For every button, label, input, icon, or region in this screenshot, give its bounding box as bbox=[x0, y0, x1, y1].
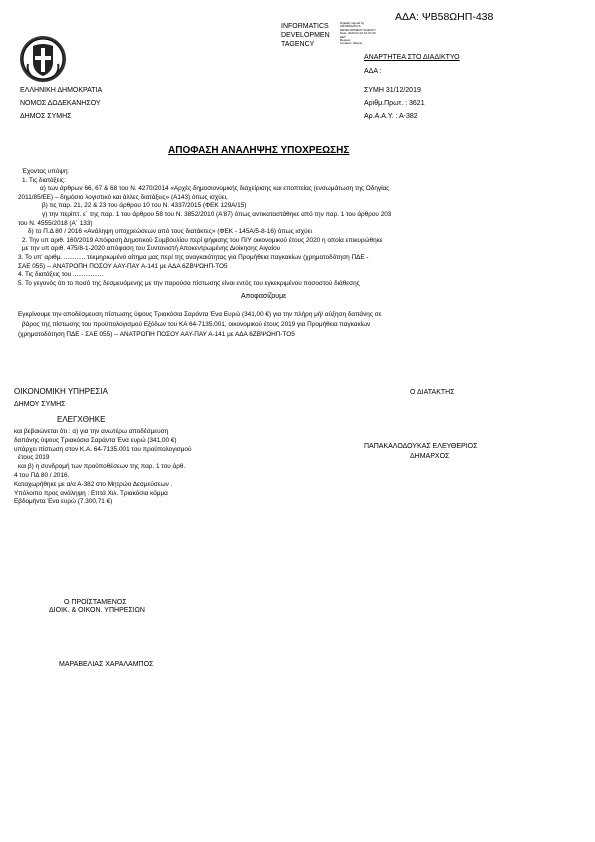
finance-certification: και βεβαιώνεται ότι : α) για την ανωτέρω αποδέσμευση δαπάνης ύψους Τριακόσια Σαράντα Ένα ευρώ (341,00 €) υπάρχει πίστωση στον Κ.Α. 64-7135.001 του προϋπολογισμού έτους 2019 και β) η συνδρομή των προϋποθέσεων της παρ. 1 του άρθ. 4 του ΠΔ 80 / 2016. Καταχωρήθηκε με α/α Α-382 στο Μητρώο Δεσμεύσεων . Υπόλοιπο προς ανάληψη : Επτά Χιλ. Τριακόσια κόμμα Εβδομήντα Ένα ευρώ (7.300,71 €) bbox=[14, 428, 192, 506]
document-meta: ΣΥΜΗ 31/12/2019 Αριθμ.Πρωτ. : 3621 Αρ.Α.Α.Υ. : Α-382 bbox=[364, 87, 425, 120]
issuer-signatory-label: Ο ΔΙΑΤΑΚΤΗΣ bbox=[410, 389, 455, 396]
head-signatory-name: ΜΑΡΑΒΕΛΙΑΣ ΧΑΡΑΛΑΜΠΟΣ bbox=[59, 661, 154, 668]
head-signatory-dept: ΔΙΟΙΚ. & ΟΙΚΟΝ. ΥΠΗΡΕΣΙΩΝ bbox=[49, 607, 145, 614]
signature-fineprint: Digitally signed by INFORMATICS DEVELOPMENT AGENCY Date: 2020.01.02 12:27:29 EET Reason: Location: Athens bbox=[340, 21, 376, 46]
finance-municipality: ΔΗΜΟΥ ΣΥΜΗΣ bbox=[14, 401, 66, 408]
head-signatory-label: Ο ΠΡΟΪΣΤΑΜΕΝΟΣ bbox=[64, 599, 127, 606]
issuer-block: ΕΛΛΗΝΙΚΗ ΔΗΜΟΚΡΑΤΙΑ ΝΟΜΟΣ ΔΩΔΕΚΑΝΗΣΟΥ ΔΗΜΟΣ ΣΥΜΗΣ bbox=[20, 87, 103, 120]
issuer-signatory-name: ΠΑΠΑΚΑΛΟΔΟΥΚΑΣ ΕΛΕΥΘΕΡΙΟΣ bbox=[364, 443, 478, 450]
posted-online-label: ΑΝΑΡΤΗΤΕΑ ΣΤΟ ΔΙΑΔΙΚΤΥΟ bbox=[364, 54, 460, 61]
decision-text: Εγκρίνουμε την αποδέσμευση πίστωσης ύψους Τριακόσια Σαράντα Ένα Ευρώ (341,00 €) για την πλήρη μή/ αύξηση δαπάνης σε βάρος της πίστωσης του προϋπολογισμού Εξόδων του ΚΑ 64-7135.001, οικονομικού έτους 2019 για Προμήθεια παγκακίων (χρηματοδότηση ΠΔΕ - ΣΑΕ 055) -- ΑΝΑΤΡΟΠΗ ΠΟΣΟΥ ΑΑΥ-ΠΑΥ Α-141 με ΑΔΑ 6ΖΒΨΩΗΠ-ΤΟ5 bbox=[18, 311, 382, 338]
finance-service: ΟΙΚΟΝΟΜΙΚΗ ΥΠΗΡΕΣΙΑ bbox=[14, 387, 108, 396]
ada-field: ΑΔΑ : bbox=[364, 68, 382, 75]
coat-of-arms-icon bbox=[18, 34, 68, 84]
considerations: Έχοντας υπόψη: 1. Τις διατάξεις: α) των άρθρων 66, 67 & 68 του Ν. 4270/2014 «Αρχές δημοσιονομικής διαχείρισης και εποπτείας (ενσωμάτωση της Οδηγίας 2011/85/ΕΕ) – δημόσιο λογιστικό και άλλες διατάξεις» (Α143) όπως ισχύει, β) τις παρ. 21, 22 & 23 του άρθρου 10 του Ν. 4337/2015 (ΦΕΚ 129Α/15) γ) την περίπτ. ε΄ της παρ. 1 του άρθρου 58 του Ν. 3852/2010 (Α'87) όπως αντικαταστάθηκε από την παρ. 1 του άρθρου 203 του Ν. 4555/2018 (Α΄ 133) δ) το Π.Δ 80 / 2016 «Ανάληψη υποχρεώσεων από τους διατάκτες» (ΦΕΚ - 145Α/5-8-16) όπως ισχύει 2. Την υπ αριθ. 160/2019 Απόφαση Δημοτικού Συμβουλίου περί ψήφισης του Π/Υ οικονομικού έτους 2020 η οποία επικυρώθηκε με την υπ αριθ. 475/8-1-2020 απόφαση του Συντονιστή Αποκεντρωμένης Διοίκησης Αιγαίου 3. Το υπ' αριθμ. ............ τεκμηριωμένο αίτημα μας περί της αναγκαιότητας για Προμήθεια παγκακίων (χρηματοδότηση ΠΔΕ - ΣΑΕ 055) -- ΑΝΑΤΡΟΠΗ ΠΟΣΟΥ ΑΑΥ-ΠΑΥ Α-141 με ΑΔΑ 6ΖΒΨΩΗΠ-ΤΟ5 4. Τις διατάξεις του ................. 5. Το γεγονός ότι το ποσό της δεσμευόμενης με την παρούσα πίστωσης είναι εντός του εγκεκριμένου ποσοστού διάθεσης bbox=[18, 168, 392, 287]
ada-number: ΑΔΑ: ΨΒ58ΩΗΠ-438 bbox=[395, 11, 494, 23]
checked-label: ΕΛΕΓΧΘΗΚΕ bbox=[57, 415, 106, 424]
decide-heading: Αποφασίζουμε bbox=[241, 293, 287, 300]
agency-label: INFORMATICS DEVELOPMEN TAGENCY bbox=[281, 23, 330, 48]
issuer-signatory-role: ΔΗΜΑΡΧΟΣ bbox=[410, 453, 450, 460]
page-title: ΑΠΟΦΑΣΗ ΑΝΑΛΗΨΗΣ ΥΠΟΧΡΕΩΣΗΣ bbox=[168, 145, 350, 156]
